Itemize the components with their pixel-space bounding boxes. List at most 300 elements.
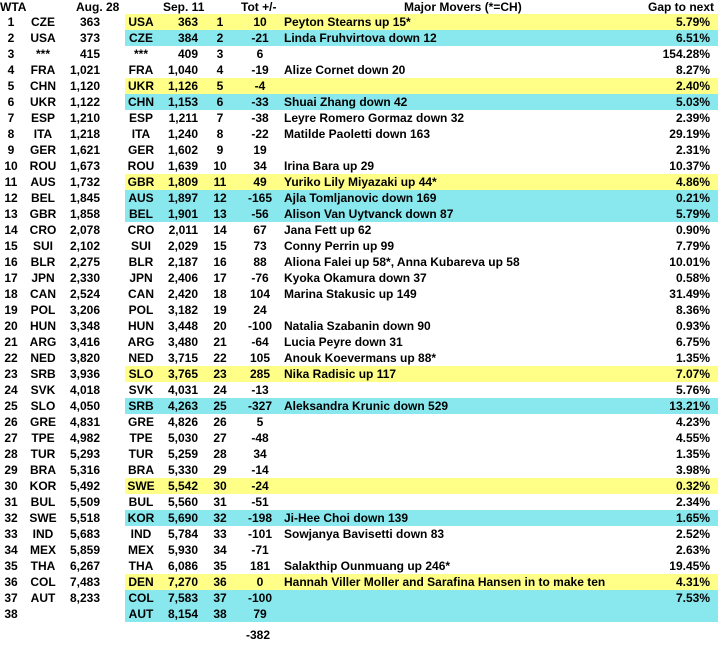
aug-country-cell: IND [32,527,54,541]
sep-rank-cell: 1 [216,15,224,29]
table-row [0,478,718,494]
sep-value-cell: 5,542 [167,479,198,493]
table-row [0,94,718,110]
table-row [0,46,718,62]
tot-change-cell: 24 [253,303,267,317]
sep-value-cell: 409 [177,47,198,61]
major-mover-cell: Alize Cornet down 20 [284,63,406,77]
gap-to-next-cell: 2.34% [675,495,710,509]
sep-rank-cell: 21 [213,335,227,349]
rank-cell: 34 [4,543,18,557]
sep-value-cell: 5,560 [167,495,198,509]
tot-change-cell: -327 [247,399,273,413]
table-row [0,318,718,334]
aug-value-cell: 1,218 [69,127,100,141]
gap-to-next-cell: 6.75% [675,335,710,349]
aug-country-cell: BEL [31,191,55,205]
sep-value-cell: 2,011 [168,223,198,237]
table-row [0,78,718,94]
sep-country-cell: COL [128,591,154,605]
gap-to-next-cell: 29.19% [669,127,710,141]
aug-value-cell: 1,732 [69,175,100,189]
aug-country-cell: *** [35,47,50,61]
sep-rank-cell: 26 [213,415,227,429]
major-mover-cell: Aleksandra Krunic down 529 [284,399,449,413]
tot-change-cell: -13 [251,383,269,397]
table-row [0,30,718,46]
table-row [0,302,718,318]
ranking-table [0,14,718,622]
sep-country-cell: ROU [127,159,155,173]
gap-to-next-cell: 1.35% [675,351,710,365]
rank-cell: 29 [4,463,18,477]
gap-to-next-cell: 0.90% [675,223,710,237]
sep-rank-cell: 24 [213,383,227,397]
sep-country-cell: BUL [128,495,154,509]
sep-value-cell: 5,784 [167,527,198,541]
tot-change-cell: 104 [249,287,271,301]
aug-value-cell: 2,078 [69,223,100,237]
aug-value-cell: 3,348 [69,319,100,333]
sep-country-cell: SVK [128,383,154,397]
sep-value-cell: 1,602 [167,143,198,157]
aug-value-cell: 5,316 [69,463,100,477]
aug-value-cell: 6,267 [69,559,100,573]
header-aug: Aug. 28 [76,0,120,14]
tot-change-cell: 79 [253,607,267,621]
sep-country-cell: GRE [127,415,154,429]
aug-country-cell: POL [30,303,56,317]
aug-country-cell: BUL [30,495,56,509]
aug-country-cell: BRA [30,463,56,477]
table-row [0,126,718,142]
sep-rank-cell: 15 [213,239,227,253]
aug-country-cell: GRE [29,415,56,429]
tot-change-cell: -14 [251,463,269,477]
aug-country-cell: ARG [29,335,57,349]
aug-country-cell: THA [30,559,56,573]
major-mover-cell: Ji-Hee Choi down 139 [284,511,409,525]
sep-rank-cell: 11 [213,175,227,189]
table-row [0,606,718,622]
sep-country-cell: THA [128,559,154,573]
rank-cell: 21 [4,335,18,349]
gap-to-next-cell: 2.52% [675,527,710,541]
aug-value-cell: 5,683 [69,527,100,541]
sep-rank-cell: 6 [216,95,224,109]
sep-rank-cell: 27 [213,431,227,445]
sep-country-cell: TPE [129,431,153,445]
major-mover-cell: Marina Stakusic up 149 [284,287,417,301]
sep-rank-cell: 22 [213,351,227,365]
major-mover-cell: Salakthip Ounmuang up 246* [284,559,451,573]
table-row [0,334,718,350]
aug-value-cell: 4,018 [69,383,100,397]
sep-value-cell: 6,086 [167,559,198,573]
sep-country-cell: HUN [128,319,154,333]
major-mover-cell: Aliona Falei up 58*, Anna Kubareva up 58 [284,255,520,269]
major-mover-cell: Irina Bara up 29 [284,159,375,173]
aug-value-cell: 5,859 [69,543,100,557]
sep-country-cell: USA [128,15,154,29]
table-row [0,174,718,190]
sep-value-cell: 1,040 [167,63,198,77]
rank-cell: 24 [4,383,18,397]
aug-country-cell: AUT [30,591,56,605]
aug-country-cell: AUS [30,175,56,189]
rank-cell: 17 [4,271,18,285]
sep-rank-cell: 19 [213,303,227,317]
rank-cell: 9 [7,143,15,157]
major-mover-cell: Jana Fett up 62 [284,223,372,237]
sep-country-cell: MEX [127,543,154,557]
rank-cell: 2 [7,31,15,45]
sep-value-cell: 1,126 [167,79,198,93]
rank-cell: 31 [4,495,18,509]
major-mover-cell: Linda Fruhvirtova down 12 [284,31,437,45]
aug-country-cell: GBR [29,207,57,221]
major-mover-cell: Sowjanya Bavisetti down 83 [284,527,445,541]
sep-country-cell: CAN [128,287,154,301]
sep-country-cell: TUR [128,447,154,461]
table-row [0,414,718,430]
sep-value-cell: 5,930 [167,543,198,557]
sep-rank-cell: 7 [216,111,224,125]
aug-value-cell: 1,210 [69,111,100,125]
tot-change-cell: 34 [253,447,267,461]
sep-rank-cell: 29 [213,463,227,477]
sep-value-cell: 3,715 [167,351,198,365]
gap-to-next-cell: 2.40% [675,79,710,93]
gap-to-next-cell: 2.63% [675,543,710,557]
gap-to-next-cell: 7.79% [675,239,710,253]
sep-rank-cell: 32 [213,511,227,525]
table-row [0,190,718,206]
tot-change-cell: 73 [253,239,267,253]
sep-country-cell: JPN [129,271,153,285]
gap-to-next-cell: 8.27% [675,63,710,77]
sep-value-cell: 7,583 [167,591,198,605]
sep-country-cell: SWE [127,479,155,493]
aug-country-cell: MEX [29,543,56,557]
aug-value-cell: 1,021 [69,63,100,77]
gap-to-next-cell: 5.76% [675,383,710,397]
table-row [0,222,718,238]
gap-to-next-cell: 7.53% [675,591,710,605]
tot-change-cell: 6 [256,47,264,61]
tot-change-cell: -165 [247,191,273,205]
rank-cell: 1 [7,15,15,29]
major-mover-cell: Hannah Viller Moller and Sarafina Hansen in to make ten [284,575,606,589]
table-row [0,286,718,302]
sep-value-cell: 5,259 [167,447,198,461]
tot-change-cell: -19 [251,63,269,77]
aug-country-cell: TPE [31,431,55,445]
sep-value-cell: 363 [177,15,198,29]
sep-country-cell: SUI [130,239,151,253]
rank-cell: 18 [4,287,18,301]
sep-value-cell: 1,809 [167,175,198,189]
sep-value-cell: 3,448 [167,319,198,333]
tot-change-cell: 49 [253,175,267,189]
tot-change-cell: 19 [253,143,267,157]
sep-rank-cell: 2 [216,31,224,45]
sep-rank-cell: 3 [216,47,224,61]
gap-to-next-cell: 0.93% [675,319,710,333]
aug-value-cell: 3,416 [69,335,100,349]
gap-to-next-cell: 8.36% [675,303,710,317]
table-row [0,238,718,254]
rank-cell: 20 [4,319,18,333]
tot-change-cell: -76 [251,271,269,285]
aug-value-cell: 1,122 [69,95,100,109]
sep-value-cell: 1,897 [167,191,198,205]
tot-change-cell: -198 [247,511,273,525]
gap-to-next-cell: 1.35% [675,447,710,461]
sep-country-cell: CZE [129,31,153,45]
aug-country-cell: CAN [30,287,56,301]
tot-change-cell: 67 [253,223,267,237]
sep-value-cell: 1,211 [168,111,198,125]
rank-cell: 10 [4,159,18,173]
aug-value-cell: 1,845 [69,191,100,205]
sep-value-cell: 5,330 [167,463,198,477]
header-movers: Major Movers (*=CH) [404,0,522,14]
aug-value-cell: 1,858 [69,207,100,221]
sep-country-cell: SRB [128,399,154,413]
aug-country-cell: CZE [31,15,55,29]
sep-value-cell: 3,765 [167,367,198,381]
gap-to-next-cell: 5.79% [675,15,710,29]
sep-value-cell: 5,690 [167,511,198,525]
tot-change-cell: -38 [251,111,269,125]
tot-change-cell: -22 [251,127,269,141]
sep-value-cell: 2,187 [167,255,198,269]
table-row [0,350,718,366]
rank-cell: 27 [4,431,18,445]
sep-rank-cell: 23 [213,367,227,381]
tot-change-cell: -71 [251,543,269,557]
sep-country-cell: *** [133,47,148,61]
sep-country-cell: ITA [131,127,151,141]
sep-country-cell: AUS [128,191,154,205]
aug-value-cell: 1,621 [69,143,100,157]
aug-country-cell: GER [29,143,56,157]
aug-value-cell: 8,233 [69,591,100,605]
rank-cell: 36 [4,575,18,589]
gap-to-next-cell: 4.31% [675,575,710,589]
rank-cell: 38 [4,607,18,621]
aug-value-cell: 2,330 [69,271,100,285]
rank-cell: 12 [4,191,18,205]
sep-rank-cell: 17 [213,271,227,285]
table-row [0,574,718,590]
table-row [0,558,718,574]
rank-cell: 7 [7,111,15,125]
rank-cell: 6 [7,95,15,109]
tot-change-cell: 181 [249,559,271,573]
gap-to-next-cell: 0.32% [675,479,710,493]
table-row [0,462,718,478]
major-mover-cell: Matilde Paoletti down 163 [284,127,431,141]
major-mover-cell: Conny Perrin up 99 [284,239,395,253]
sep-country-cell: DEN [128,575,154,589]
aug-country-cell: KOR [29,479,57,493]
aug-value-cell: 2,275 [69,255,100,269]
table-row [0,510,718,526]
gap-to-next-cell: 0.58% [675,271,710,285]
sep-country-cell: IND [130,527,152,541]
sep-rank-cell: 38 [213,607,227,621]
sep-country-cell: BRA [128,463,154,477]
table-row [0,366,718,382]
tot-change-cell: -51 [251,495,269,509]
aug-country-cell: SLO [30,399,56,413]
sep-value-cell: 1,153 [167,95,198,109]
gap-to-next-cell: 19.45% [669,559,710,573]
rank-cell: 37 [4,591,18,605]
sep-country-cell: POL [128,303,154,317]
table-row [0,142,718,158]
table-row [0,542,718,558]
sep-rank-cell: 33 [213,527,227,541]
major-mover-cell: Shuai Zhang down 42 [284,95,408,109]
tot-change-cell: -48 [251,431,269,445]
aug-country-cell: HUN [30,319,56,333]
tot-change-cell: 285 [249,367,271,381]
sep-country-cell: CHN [128,95,154,109]
sep-value-cell: 2,420 [167,287,198,301]
aug-country-cell: ITA [33,127,53,141]
aug-country-cell: SRB [30,367,56,381]
aug-value-cell: 2,102 [69,239,100,253]
rank-cell: 13 [4,207,18,221]
rank-cell: 19 [4,303,18,317]
aug-value-cell: 7,483 [69,575,100,589]
sep-value-cell: 1,901 [167,207,198,221]
rank-cell: 8 [7,127,15,141]
aug-value-cell: 5,518 [69,511,100,525]
gap-to-next-cell: 10.37% [669,159,710,173]
aug-country-cell: SUI [32,239,53,253]
sep-rank-cell: 28 [213,447,227,461]
aug-value-cell: 1,120 [69,79,100,93]
rank-cell: 30 [4,479,18,493]
sep-rank-cell: 8 [216,127,224,141]
sep-rank-cell: 31 [213,495,227,509]
rank-cell: 28 [4,447,18,461]
aug-country-cell: ESP [30,111,55,125]
sep-country-cell: SLO [128,367,154,381]
gap-to-next-cell: 7.07% [675,367,710,381]
tot-change-cell: -33 [251,95,269,109]
sep-rank-cell: 4 [216,63,224,77]
aug-value-cell: 5,509 [69,495,100,509]
table-row [0,14,718,30]
tot-change-cell: 34 [253,159,267,173]
table-row [0,398,718,414]
sep-rank-cell: 34 [213,543,227,557]
sep-rank-cell: 18 [213,287,227,301]
sep-country-cell: GER [127,143,154,157]
gap-to-next-cell: 1.65% [675,511,710,525]
tot-change-cell: -21 [251,31,269,45]
rank-cell: 11 [4,175,18,189]
sep-rank-cell: 20 [213,319,227,333]
aug-country-cell: FRA [30,63,56,77]
aug-country-cell: USA [30,31,56,45]
table-row [0,590,718,606]
sep-rank-cell: 13 [213,207,227,221]
aug-value-cell: 4,831 [69,415,100,429]
sep-rank-cell: 16 [213,255,227,269]
sep-value-cell: 4,263 [167,399,198,413]
sep-value-cell: 384 [177,31,198,45]
sep-value-cell: 4,826 [167,415,198,429]
tot-change-cell: -100 [247,591,273,605]
table-row [0,110,718,126]
major-mover-cell: Natalia Szabanin down 90 [284,319,431,333]
aug-country-cell: SWE [29,511,57,525]
aug-value-cell: 3,820 [69,351,100,365]
sep-rank-cell: 36 [213,575,227,589]
sep-rank-cell: 12 [213,191,227,205]
sep-rank-cell: 9 [216,143,224,157]
aug-value-cell: 373 [79,31,100,45]
header-sep: Sep. 11 [163,0,205,14]
major-mover-cell: Peyton Stearns up 15* [284,15,411,29]
major-mover-cell: Ajla Tomljanovic down 169 [284,191,437,205]
table-row [0,526,718,542]
major-mover-cell: Nika Radisic up 117 [284,367,397,381]
tot-change-cell: -64 [251,335,269,349]
aug-value-cell: 2,524 [69,287,100,301]
aug-value-cell: 3,936 [69,367,100,381]
tot-change-cell: 0 [256,575,264,589]
aug-country-cell: SVK [30,383,56,397]
gap-to-next-cell: 4.86% [675,175,710,189]
major-mover-cell: Kyoka Okamura down 37 [284,271,427,285]
major-mover-cell: Alison Van Uytvanck down 87 [284,207,454,221]
rank-cell: 22 [4,351,18,365]
sep-value-cell: 4,031 [167,383,198,397]
tot-change-cell: -101 [247,527,273,541]
rank-cell: 25 [4,399,18,413]
gap-to-next-cell: 154.28% [662,47,710,61]
sep-value-cell: 7,270 [167,575,198,589]
aug-country-cell: NED [30,351,56,365]
sep-country-cell: ARG [127,335,155,349]
sep-country-cell: BLR [128,255,154,269]
table-row [0,158,718,174]
header-gap: Gap to next [648,0,715,14]
aug-country-cell: ROU [29,159,57,173]
sep-value-cell: 1,639 [167,159,198,173]
sep-country-cell: KOR [127,511,155,525]
sep-country-cell: GBR [127,175,155,189]
sep-rank-cell: 37 [213,591,227,605]
sep-rank-cell: 5 [216,79,224,93]
sep-value-cell: 3,182 [167,303,198,317]
table-header [0,0,718,14]
sep-country-cell: AUT [128,607,154,621]
aug-value-cell: 363 [79,15,100,29]
sep-rank-cell: 35 [213,559,227,573]
gap-to-next-cell: 13.21% [669,399,710,413]
sep-country-cell: BEL [129,207,153,221]
table-row [0,430,718,446]
gap-to-next-cell: 5.79% [675,207,710,221]
